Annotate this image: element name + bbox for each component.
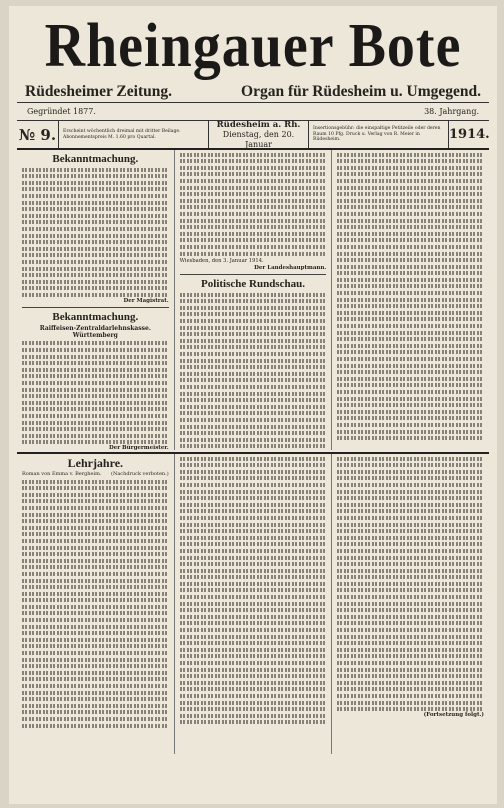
lower-columns xyxy=(17,454,489,754)
issue-year: 1914. xyxy=(449,127,490,142)
town: Rüdesheim a. Rh. xyxy=(216,119,301,130)
subscription-info: Erscheint wöchentlich dreimal mit dritter Beilage. Abonnementspreis M. 1.60 pro Quartal. xyxy=(59,121,209,148)
feuilleton-author: Roman von Emma v. Bergheim. xyxy=(22,471,102,477)
issue-date: Dienstag, den 20. Januar xyxy=(222,129,295,149)
notice-heading-2: Bekanntmachung. xyxy=(52,310,139,323)
subtitle-left: Rüdesheimer Zeitung. xyxy=(25,83,172,100)
subtitle-right: Organ für Rüdesheim u. Umgegend. xyxy=(241,83,481,100)
feuilleton-column-3 xyxy=(332,454,489,754)
column-3 xyxy=(332,150,489,450)
reprint-notice: (Nachdruck verboten.) xyxy=(111,471,169,477)
political-heading: Politische Rundschau. xyxy=(201,278,305,291)
date-line: Wiesbaden, den 3. Januar 1914. xyxy=(179,257,264,264)
signature-2: Der Bürgermeister. xyxy=(108,445,169,450)
volume-label: 38. Jahrgang. xyxy=(424,107,479,116)
notice-heading-1: Bekanntmachung. xyxy=(52,153,139,165)
founded-label: Gegründet 1877. xyxy=(27,107,96,116)
newspaper-title: Rheingauer Bote xyxy=(44,10,462,81)
newspaper-page xyxy=(9,6,497,804)
signature-landeshauptmann: Der Landeshauptmann. xyxy=(254,265,327,272)
feuilleton-title: Lehrjahre. xyxy=(67,456,124,470)
date-block xyxy=(209,121,309,148)
upper-columns xyxy=(17,150,489,450)
column-1 xyxy=(17,150,175,450)
insertion-info: Insertionsgebühr: die einspaltige Petitzeile oder deren Raum 10 Pfg. Druck u. Verlag von R. Meier in Rüdesheim. xyxy=(309,121,449,148)
feuilleton-byline xyxy=(22,471,169,477)
issue-number: № 9. xyxy=(17,121,59,148)
feuilleton-column-2 xyxy=(175,454,333,754)
notice-subhead-2: Raiffeisen-Zentraldarlehnskasse. Württemberg xyxy=(39,324,151,339)
column-2 xyxy=(175,150,333,450)
signature-1: Der Magistrat. xyxy=(123,297,169,304)
feuilleton-column-1 xyxy=(17,454,175,754)
issue-info-bar xyxy=(17,120,489,150)
founded-row xyxy=(17,102,489,118)
continued-note: (Fortsetzung folgt.) xyxy=(423,712,485,719)
